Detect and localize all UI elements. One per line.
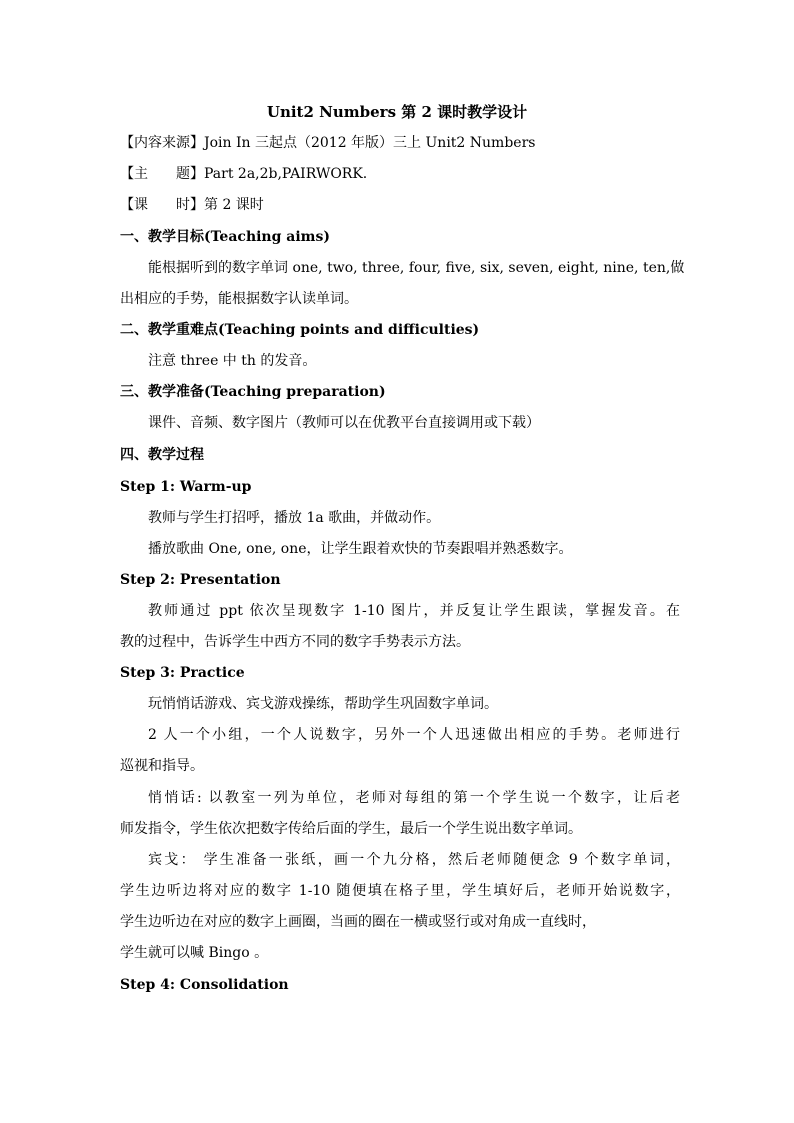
- paragraph-line: 巡视和指导。: [120, 758, 204, 774]
- paragraph-line: 教师与学生打招呼，播放 1a 歌曲，并做动作。: [148, 510, 441, 526]
- paragraph-line: 学生就可以喊 Bingo 。: [120, 945, 269, 961]
- step-heading-presentation: Step 2: Presentation: [120, 572, 281, 588]
- paragraph-line: 播放歌曲 One, one, one，让学生跟着欢快的节奏跟唱并熟悉数字。: [148, 541, 573, 557]
- paragraph-line: 教的过程中，告诉学生中西方不同的数字手势表示方法。: [120, 634, 470, 650]
- meta-period: 【课 时】第 2 课时: [120, 197, 264, 213]
- paragraph-line: 宾戈： 学生准备一张纸，画一个九分格，然后老师随便念 9 个数字单词，: [148, 852, 680, 868]
- section-heading-key-points: 二、教学重难点(Teaching points and difficulties): [120, 322, 480, 338]
- paragraph-line: 课件、音频、数字图片（教师可以在优教平台直接调用或下载）: [148, 415, 540, 431]
- paragraph-line: 教师通过 ppt 依次呈现数字 1-10 图片，并反复让学生跟读，掌握发音。在: [148, 603, 680, 619]
- paragraph-line: 出相应的手势，能根据数字认读单词。: [120, 291, 358, 307]
- paragraph-line: 学生边听边在对应的数字上画圈，当画的圈在一横或竖行或对角成一直线时，: [120, 914, 596, 930]
- meta-source: 【内容来源】Join In 三起点（2012 年版）三上 Unit2 Numbers: [120, 135, 536, 151]
- section-heading-aims: 一、教学目标(Teaching aims): [120, 229, 330, 245]
- document-title: Unit2 Numbers 第 2 课时教学设计: [266, 103, 528, 121]
- step-heading-practice: Step 3: Practice: [120, 665, 245, 681]
- paragraph-line: 悄悄话: 以教室一列为单位，老师对每组的第一个学生说一个数字，让后老: [148, 790, 680, 806]
- paragraph-line: 师发指令，学生依次把数字传给后面的学生，最后一个学生说出数字单词。: [120, 821, 582, 837]
- step-heading-warm-up: Step 1: Warm-up: [120, 479, 252, 495]
- section-heading-process: 四、教学过程: [120, 447, 204, 463]
- paragraph-line: 玩悄悄话游戏、宾戈游戏操练，帮助学生巩固数字单词。: [148, 696, 498, 712]
- paragraph-line: 能根据听到的数字单词 one, two, three, four, five, six, seven, eight, nine, ten,做: [148, 260, 685, 276]
- paragraph-line: 2 人一个小组，一个人说数字，另外一个人迅速做出相应的手势。老师进行: [148, 727, 680, 743]
- meta-topic: 【主 题】Part 2a,2b,PAIRWORK.: [120, 166, 368, 182]
- section-heading-preparation: 三、教学准备(Teaching preparation): [120, 384, 386, 400]
- paragraph-line: 学生边听边将对应的数字 1-10 随便填在格子里，学生填好后，老师开始说数字，: [120, 883, 680, 899]
- paragraph-line: 注意 three 中 th 的发音。: [148, 353, 317, 369]
- step-heading-consolidation: Step 4: Consolidation: [120, 977, 289, 993]
